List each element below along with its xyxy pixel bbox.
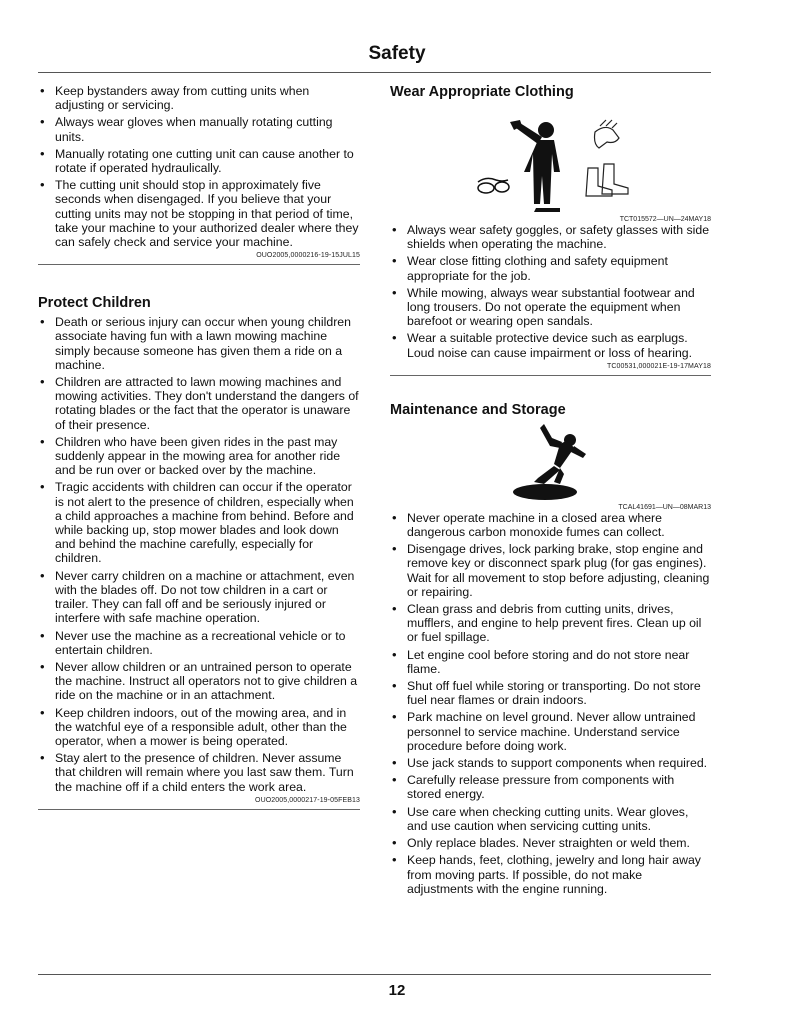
list-item: • Disengage drives, lock parking brake, stop engine and remove key or disconnect spark plug (for gas engines). Wait for all movement to stop before adjusting, cleaning or repairing. (390, 542, 711, 599)
list-item: • Carefully release pressure from components with stored energy. (390, 773, 711, 801)
list-item: • Death or serious injury can occur when young children associate having fun with a lawn mowing machine simply because someone has given them a ride on a machine. (38, 315, 360, 372)
list-item: • The cutting unit should stop in approximately five seconds when disengaged. If you believe that your cutting units may not be stopping in that period of time, take your machine to your authorized dealer where they can safely check and service your machine. (38, 178, 360, 249)
clothing-heading: Wear Appropriate Clothing (390, 84, 574, 100)
maintenance-bullets (390, 511, 711, 896)
list-item: • Let engine cool before storing and do not store near flame. (390, 648, 711, 676)
gloves-icon (595, 120, 620, 148)
list-item: • Keep children indoors, out of the mowing area, and in the watchful eye of a responsible adult, other than the operator, when a mower is being operated. (38, 706, 360, 749)
list-item: • Always wear safety goggles, or safety glasses with side shields when operating the machine. (390, 223, 711, 251)
list-item: • Never allow children or an untrained person to operate the machine. Instruct all operators not to give children a ride on the machine or in an attachment. (38, 660, 360, 703)
list-item: • Children are attracted to lawn mowing machines and mowing activities. They don't understand the dangers of rotating blades or the fact that the operator is unaware of their presence. (38, 375, 360, 432)
list-item: • Children who have been given rides in the past may suddenly appear in the mowing area for another ride and be run over or backed over by the machine. (38, 435, 360, 478)
list-item: • Manually rotating one cutting unit can cause another to rotate if operated hydraulically. (38, 147, 360, 175)
section-divider (38, 809, 360, 810)
cutting-unit-bullets (38, 84, 360, 249)
protect-children-heading: Protect Children (38, 295, 151, 312)
list-item: • Stay alert to the presence of children. Never assume that children will remain where you last saw them. Turn the machine off if a child enters the work area. (38, 751, 360, 794)
slip-fall-icon (390, 422, 711, 504)
list-item: • Clean grass and debris from cutting units, drives, mufflers, and engine to help prevent fires. Clean up oil or fuel spillage. (390, 602, 711, 645)
reference-code: OUO2005,0000216-19-15JUL15 (256, 252, 360, 260)
list-item: • Use care when checking cutting units. Wear gloves, and use caution when servicing cutting units. (390, 805, 711, 833)
right-column (390, 84, 711, 899)
list-item: • Tragic accidents with children can occur if the operator is not alert to the presence of children, especially when a child approaches a machine from behind. Before and while backing up, stop mower blades and look down and behind the machine carefully, especially for children. (38, 480, 360, 565)
boots-icon (586, 164, 628, 196)
list-item: • Never operate machine in a closed area where dangerous carbon monoxide fumes can collect. (390, 511, 711, 539)
page-title: Safety (368, 43, 426, 64)
protect-children-bullets (38, 315, 360, 794)
maintenance-heading: Maintenance and Storage (390, 401, 566, 418)
protective-gear-icon (390, 104, 711, 216)
protective-clothing-illustration (390, 104, 711, 216)
list-item: • Keep hands, feet, clothing, jewelry and long hair away from moving parts. If possible, do not make adjustments with the engine running. (390, 853, 711, 896)
list-item: • Shut off fuel while storing or transporting. Do not store fuel near flames or drain indoors. (390, 679, 711, 707)
reference-code: TC00531,000021E-19-17MAY18 (606, 362, 711, 370)
figure-reference: TCT015572—UN—24MAY18 (619, 216, 711, 223)
page-number: 12 (388, 982, 406, 999)
clothing-bullets (390, 223, 711, 360)
figure-reference: TCAL41691—UN—08MAR13 (618, 503, 711, 511)
left-column (38, 84, 360, 810)
list-item: • Wear close fitting clothing and safety equipment appropriate for the job. (390, 254, 711, 282)
list-item: • Always wear gloves when manually rotating cutting units. (38, 115, 360, 143)
worker-silhouette-icon (510, 120, 560, 212)
list-item: • Never use the machine as a recreational vehicle or to entertain children. (38, 629, 360, 657)
list-item: • While mowing, always wear substantial footwear and long trousers. Do not operate the equipment when barefoot or wearing open sandals. (390, 286, 711, 329)
slip-hazard-illustration (390, 422, 711, 504)
list-item: • Keep bystanders away from cutting units when adjusting or servicing. (38, 84, 360, 112)
reference-code: OUO2005,0000217-19-05FEB13 (255, 796, 360, 804)
list-item: • Only replace blades. Never straighten or weld them. (390, 836, 711, 850)
header-rule (38, 72, 711, 73)
list-item: • Park machine on level ground. Never allow untrained personnel to service machine. Understand service procedure before doing work. (390, 710, 711, 753)
footer-rule (38, 974, 711, 975)
list-item: • Wear a suitable protective device such as earplugs. Loud noise can cause impairment or loss of hearing. (390, 331, 711, 359)
list-item: • Use jack stands to support components when required. (390, 756, 711, 770)
list-item: • Never carry children on a machine or attachment, even with the blades off. Do not tow children in a cart or trailer. They can fall off and be seriously injured or interfere with safe machine operation. (38, 569, 360, 626)
goggles-icon (478, 178, 509, 193)
